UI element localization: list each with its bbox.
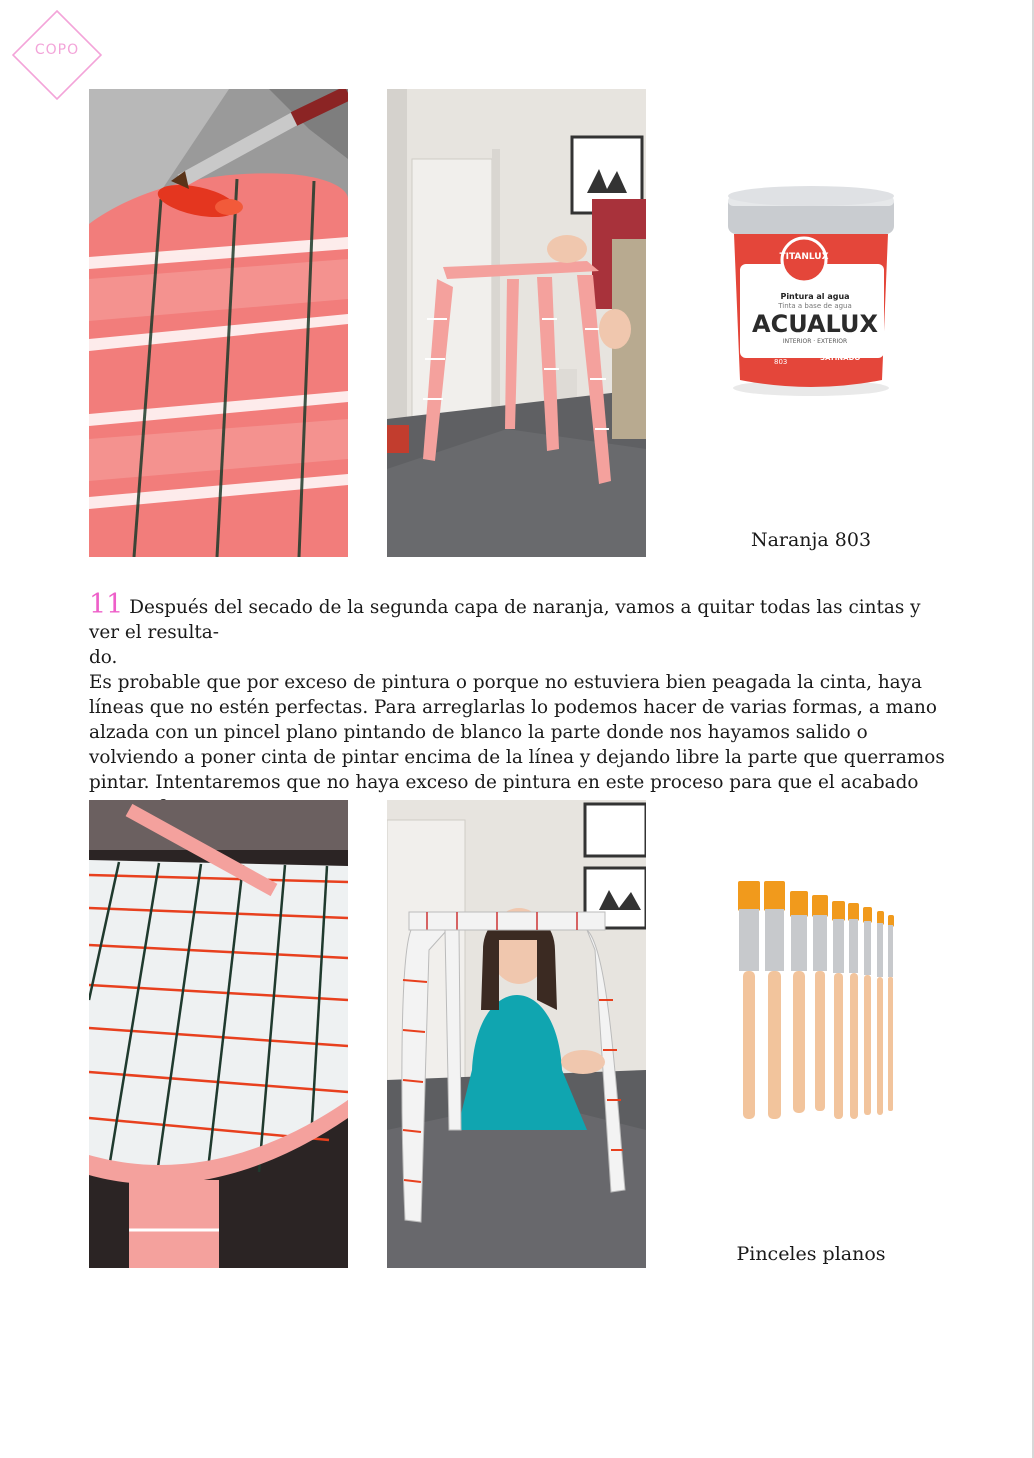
photo-flat-brushes: [724, 873, 934, 1123]
jar-brand: TITANLUX: [779, 252, 829, 262]
caption-paint: Naranja 803: [750, 529, 872, 551]
jar-color-name: NARANJA: [766, 348, 798, 356]
step-intro-text: Después del secado de la segunda capa de naranja, vamos a quitar todas las cintas y ver el resulta-: [89, 597, 921, 643]
jar-sub: INTERIOR · EXTERIOR: [782, 338, 848, 345]
step-intro-end: do.: [89, 647, 118, 668]
jar-product-name: ACUALUX: [752, 310, 878, 338]
step-number: 11: [89, 589, 124, 620]
step-intro: [89, 589, 949, 645]
photo-paint-jar: [722, 182, 900, 398]
caption-brushes: Pinceles planos: [736, 1243, 886, 1265]
step-body: Es probable que por exceso de pintura o porque no estuviera bien peagada la cinta, haya líneas que no estén perfectas. Para arreglarlas lo podemos hacer de varias formas, a mano alzada con un pincel plano pintando de blanco la parte donde nos hayamos salido o volviendo a poner cinta de pintar encima de la línea y dejando libre la parte que querramos pintar. Intentaremos que no haya exceso de pintura en este proceso para que el acabado: [89, 672, 945, 793]
step-11-text: [89, 589, 949, 820]
photo-grid-closeup: [89, 800, 348, 1268]
copo-logo: [12, 10, 102, 100]
jar-color-code: 803: [774, 358, 788, 366]
photo-painting-closeup: [89, 89, 348, 557]
photo-stool-room: [387, 89, 646, 557]
jar-finish: SATINADO: [820, 354, 861, 362]
logo-text: COPO: [34, 42, 80, 58]
photo-removing-tapes: [387, 800, 646, 1268]
jar-line1: Pintura al agua: [780, 292, 850, 301]
jar-line2: Tinta a base de agua: [778, 302, 852, 310]
